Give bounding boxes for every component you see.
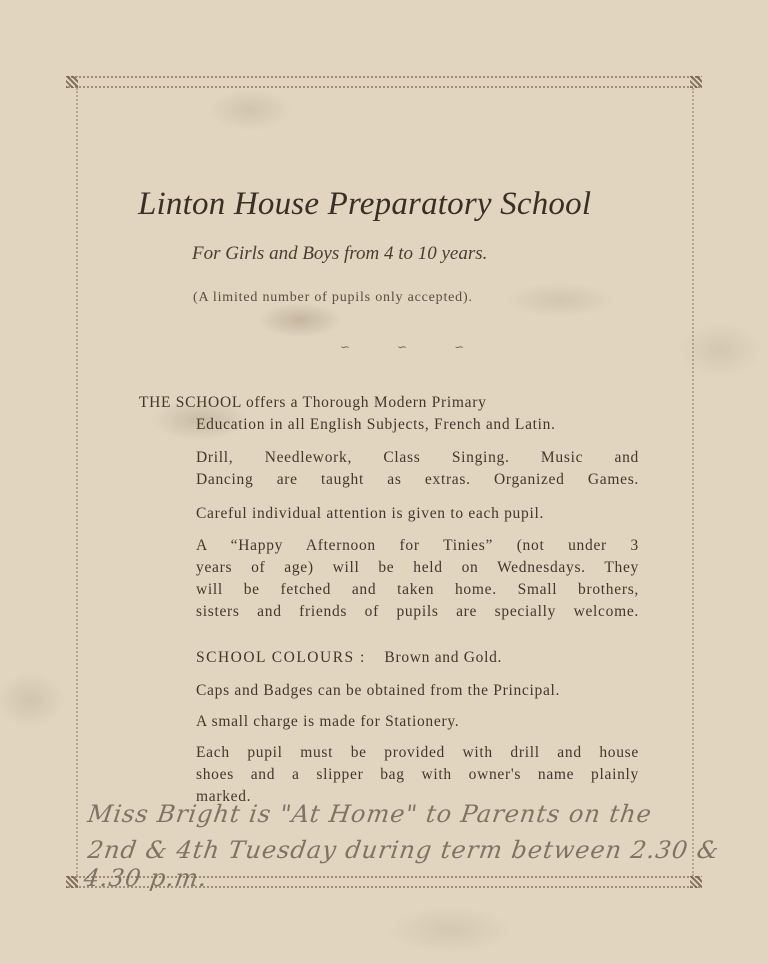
school-intro-line-2: Education in all English Subjects, French and Latin.: [196, 416, 556, 433]
limited-pupils-note: (A limited number of pupils only accepted).: [193, 290, 473, 305]
extras-line-2: Dancing are taught as extras. Organized Games.: [196, 471, 639, 488]
school-colours-label: SCHOOL COLOURS :: [196, 649, 366, 666]
caps-badges-paragraph: Caps and Badges can be obtained from the Principal.: [196, 682, 561, 699]
shoes-line: marked.: [196, 788, 252, 805]
stationery-paragraph: A small charge is made for Stationery.: [196, 713, 460, 730]
attention-paragraph: Careful individual attention is given to each pupil.: [196, 505, 545, 522]
corner-ornament-icon: [66, 76, 78, 88]
tinies-line: years of age) will be held on Wednesdays. They: [196, 559, 639, 576]
extras-line-1: Drill, Needlework, Class Singing. Music and: [196, 449, 639, 466]
right-ornamental-border: [692, 88, 698, 876]
tinies-line: will be fetched and taken home. Small brothers,: [196, 581, 639, 598]
tinies-line: A “Happy Afternoon for Tinies” (not under 3: [196, 537, 639, 554]
flourish-ornament-icon: ∽ ∽ ∽: [340, 340, 487, 354]
corner-ornament-icon: [66, 876, 78, 888]
handwritten-note-line-2: 2nd & 4th Tuesday during term between 2.30 & 4.30 p.m.: [82, 836, 722, 892]
age-range-subtitle: For Girls and Boys from 4 to 10 years.: [192, 243, 488, 264]
shoes-line: shoes and a slipper bag with owner's name plainly: [196, 766, 639, 783]
handwritten-note-line-1: Miss Bright is "At Home" to Parents on the: [86, 800, 654, 828]
tinies-paragraph: [196, 535, 639, 623]
shoes-line: Each pupil must be provided with drill and house: [196, 744, 639, 761]
school-title: Linton House Preparatory School: [138, 186, 592, 222]
shoes-paragraph: [196, 742, 639, 808]
tinies-line: sisters and friends of pupils are specially welcome.: [196, 603, 639, 620]
school-colours-value: Brown and Gold.: [384, 649, 503, 666]
school-intro-line-1: THE SCHOOL offers a Thorough Modern Primary: [139, 394, 487, 411]
left-ornamental-border: [76, 88, 82, 876]
corner-ornament-icon: [690, 76, 702, 88]
top-ornamental-border: [68, 76, 700, 88]
school-colours: [196, 647, 639, 669]
